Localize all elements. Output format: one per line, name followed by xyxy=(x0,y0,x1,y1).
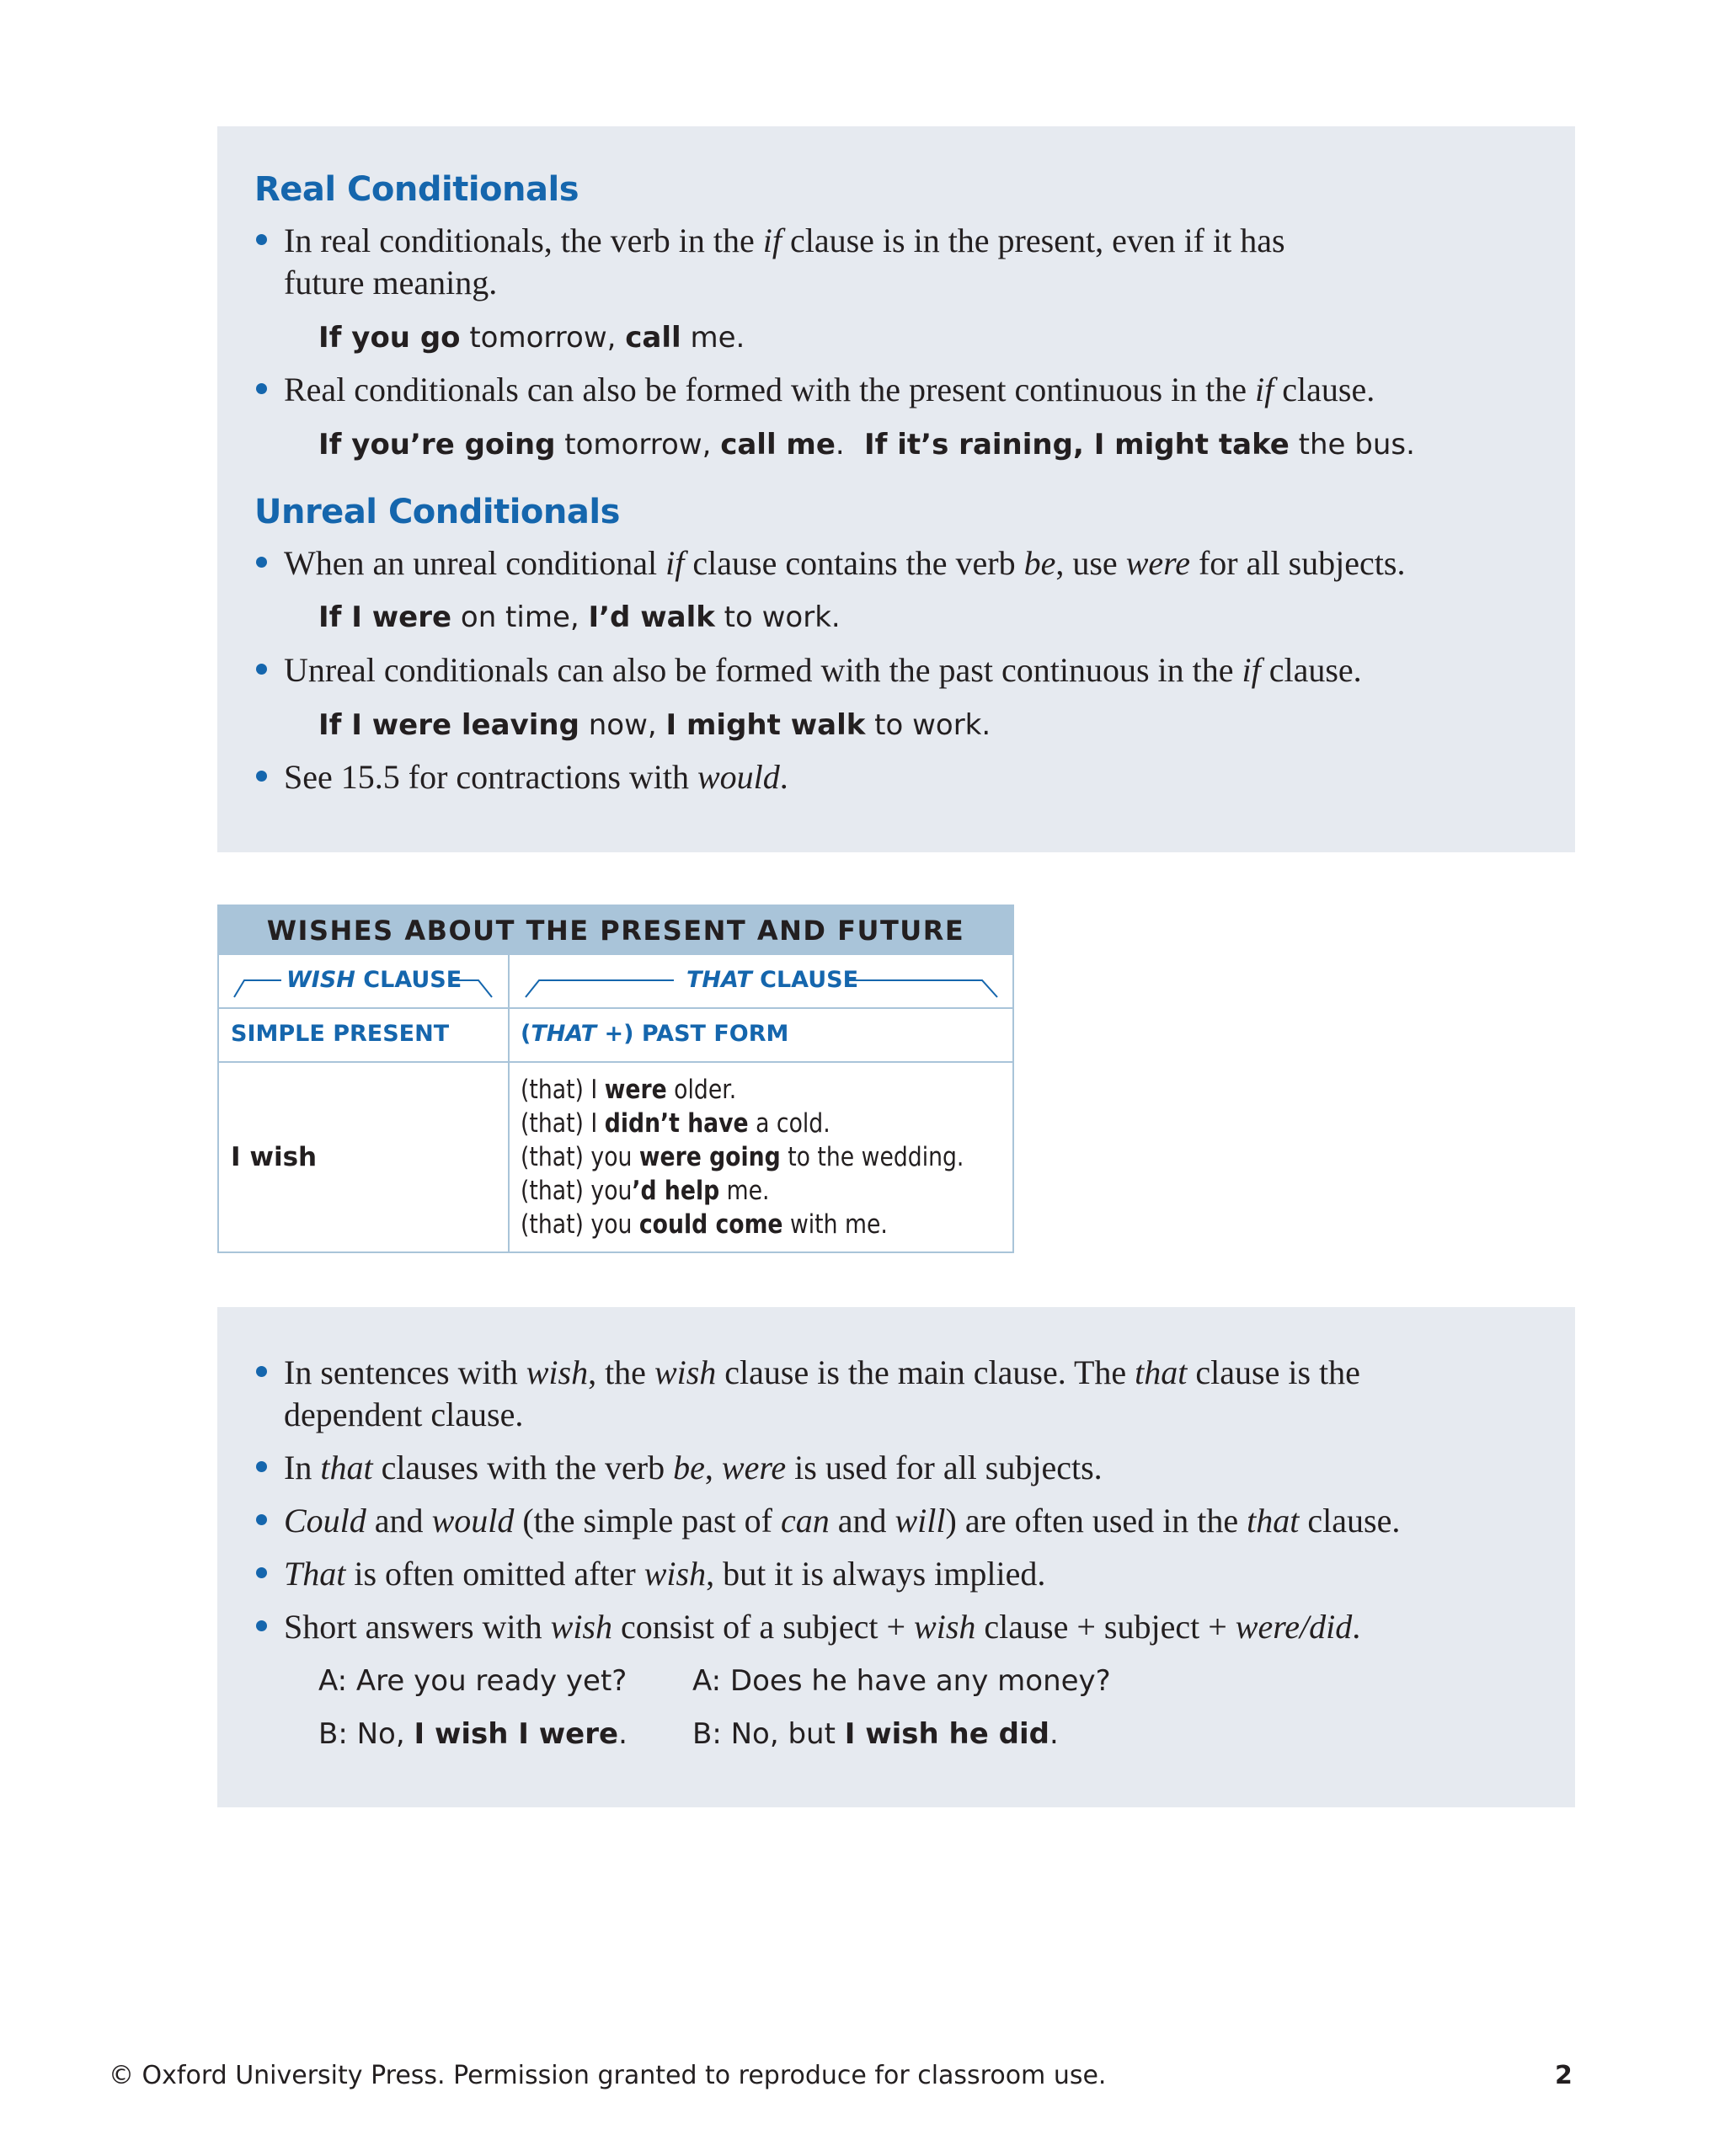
wish-rule-2: In that clauses with the verb be, were is used for all subjects. xyxy=(284,1449,1103,1486)
wish-rule-5: Short answers with wish consist of a subject + wish clause + subject + were/did. xyxy=(284,1608,1361,1646)
dialogue-1-a: A: Are you ready yet? xyxy=(318,1664,628,1698)
real-rule-1: In real conditionals, the verb in the if clause is in the present, even if it has xyxy=(284,221,1285,259)
dialogue-2-a: A: Does he have any money? xyxy=(692,1664,1111,1698)
unreal-rule-1: When an unreal conditional if clause contains the verb be, use were for all subjects. xyxy=(284,544,1406,582)
real-example-2: If you’re going tomorrow, call me. xyxy=(318,428,845,462)
unreal-conditionals-heading: Unreal Conditionals xyxy=(254,493,620,531)
unreal-rule-2: Unreal conditionals can also be formed with the past continuous in the if clause. xyxy=(284,651,1362,689)
table-row: (that) you could come with me. xyxy=(521,1209,888,1240)
table-divider xyxy=(219,1061,1012,1063)
bullet-icon xyxy=(256,1366,267,1377)
real-example-1: If you go tomorrow, call me. xyxy=(318,321,745,355)
wish-rule-1-line2: dependent clause. xyxy=(284,1396,524,1433)
wish-clause-label: WISH CLAUSE xyxy=(286,967,462,993)
real-conditionals-heading: Real Conditionals xyxy=(254,170,579,209)
wish-rule-1: In sentences with wish, the wish clause is the main clause. The that clause is the xyxy=(284,1353,1360,1391)
bullet-icon xyxy=(256,557,267,568)
past-form-label: (THAT +) PAST FORM xyxy=(521,1021,789,1047)
that-clause-label: THAT CLAUSE xyxy=(686,967,859,993)
unreal-rule-3: See 15.5 for contractions with would. xyxy=(284,758,788,796)
bullet-icon xyxy=(256,1620,267,1631)
dialogue-1-b: B: No, I wish I were. xyxy=(318,1717,628,1751)
simple-present-label: SIMPLE PRESENT xyxy=(231,1021,450,1047)
real-rule-2: Real conditionals can also be formed with the present continuous in the if clause. xyxy=(284,371,1375,408)
bullet-icon xyxy=(256,771,267,782)
dialogue-2-b: B: No, but I wish he did. xyxy=(692,1717,1059,1751)
real-rule-1-line2: future meaning. xyxy=(284,264,498,302)
table-row: (that) you’d help me. xyxy=(521,1176,770,1206)
unreal-example-1: If I were on time, I’d walk to work. xyxy=(318,600,841,634)
table-row: (that) I didn’t have a cold. xyxy=(521,1108,830,1139)
unreal-example-2: If I were leaving now, I might walk to work. xyxy=(318,708,991,742)
page-number: 2 xyxy=(1555,2061,1573,2090)
bullet-icon xyxy=(256,1567,267,1578)
wish-rule-3: Could and would (the simple past of can and will) are often used in the that clause. xyxy=(284,1502,1401,1540)
table-divider xyxy=(219,1007,1012,1009)
table-title: WISHES ABOUT THE PRESENT AND FUTURE xyxy=(219,906,1012,955)
wishes-table xyxy=(217,905,1014,1253)
bullet-icon xyxy=(256,1461,267,1472)
table-row: (that) I were older. xyxy=(521,1075,737,1105)
bullet-icon xyxy=(256,234,267,245)
bullet-icon xyxy=(256,1514,267,1525)
real-example-3: If it’s raining, I might take the bus. xyxy=(864,428,1415,462)
i-wish-label: I wish xyxy=(231,1142,318,1172)
copyright-footer: © Oxford University Press. Permission granted to reproduce for classroom use. xyxy=(109,2061,1107,2090)
wish-rule-4: That is often omitted after wish, but it is always implied. xyxy=(284,1555,1046,1593)
table-row: (that) you were going to the wedding. xyxy=(521,1142,964,1172)
bullet-icon xyxy=(256,664,267,675)
bullet-icon xyxy=(256,383,267,394)
